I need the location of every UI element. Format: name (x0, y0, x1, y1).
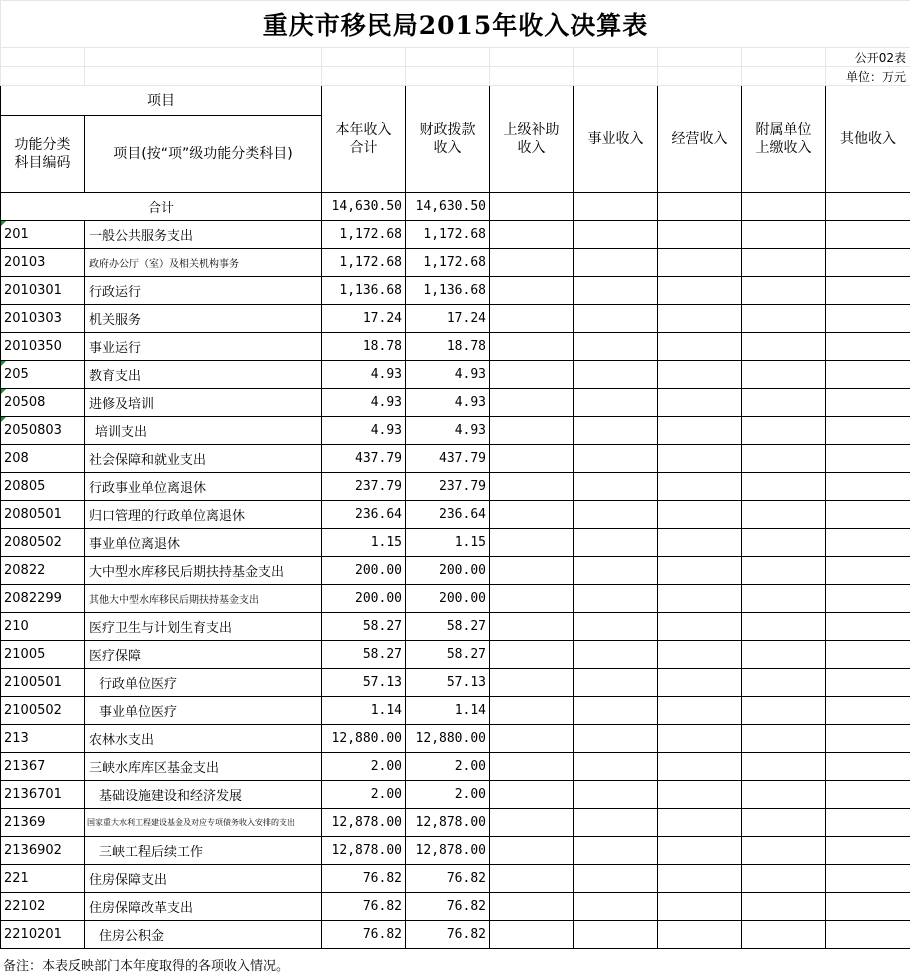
empty-cell (658, 921, 742, 949)
row-name: 国家重大水利工程建设基金及对应专项债务收入安排的支出 (85, 809, 322, 837)
row-fiscal: 58.27 (406, 613, 490, 641)
empty-cell (742, 893, 826, 921)
empty-cell (574, 501, 658, 529)
row-code: 213 (1, 725, 85, 753)
row-name: 住房保障支出 (85, 865, 322, 893)
empty-cell (826, 501, 910, 529)
empty-cell (826, 837, 910, 865)
row-code: 2136902 (1, 837, 85, 865)
header-subsidy: 上级补助 收入 (490, 86, 574, 193)
empty-cell (658, 669, 742, 697)
row-total: 1,172.68 (322, 249, 406, 277)
empty-cell (826, 221, 910, 249)
row-name: 住房保障改革支出 (85, 893, 322, 921)
empty-cell (658, 221, 742, 249)
row-total: 1,172.68 (322, 221, 406, 249)
row-fiscal: 237.79 (406, 473, 490, 501)
row-name: 行政运行 (85, 277, 322, 305)
empty-cell (658, 473, 742, 501)
empty-cell (826, 893, 910, 921)
header-business: 事业收入 (574, 86, 658, 193)
row-code: 2082299 (1, 585, 85, 613)
row-fiscal: 4.93 (406, 389, 490, 417)
empty-cell (574, 753, 658, 781)
row-code: 2080501 (1, 501, 85, 529)
empty-cell (574, 697, 658, 725)
empty-cell (658, 305, 742, 333)
empty-cell (826, 389, 910, 417)
empty-cell (490, 781, 574, 809)
row-code: 205 (1, 361, 85, 389)
empty-cell (826, 361, 910, 389)
empty-cell (826, 333, 910, 361)
row-fiscal: 1,172.68 (406, 249, 490, 277)
row-total: 76.82 (322, 893, 406, 921)
row-fiscal: 1,136.68 (406, 277, 490, 305)
empty-cell (658, 781, 742, 809)
empty-cell (826, 809, 910, 837)
empty-cell (826, 529, 910, 557)
empty-cell (826, 585, 910, 613)
table-row (1, 809, 910, 837)
row-name: 社会保障和就业支出 (85, 445, 322, 473)
table-row (1, 893, 910, 921)
table-row (1, 669, 910, 697)
table-row (1, 389, 910, 417)
empty-cell (490, 697, 574, 725)
header-project-group: 项目 (1, 86, 322, 116)
empty-cell (574, 585, 658, 613)
page-title: 重庆市移民局2015年收入决算表 (1, 1, 910, 48)
empty-cell (658, 501, 742, 529)
empty-cell (742, 809, 826, 837)
row-name: 基础设施建设和经济发展 (85, 781, 322, 809)
empty-cell (490, 305, 574, 333)
empty-cell (574, 361, 658, 389)
row-code: 210 (1, 613, 85, 641)
footnote: 备注：本表反映部门本年度取得的各项收入情况。 (3, 959, 290, 974)
empty-cell (826, 669, 910, 697)
row-code: 22102 (1, 893, 85, 921)
row-name: 教育支出 (85, 361, 322, 389)
table-row (1, 417, 910, 445)
empty-cell (490, 389, 574, 417)
row-name: 事业单位离退休 (85, 529, 322, 557)
empty-cell (490, 417, 574, 445)
empty-cell (490, 501, 574, 529)
row-total: 4.93 (322, 361, 406, 389)
empty-cell (826, 865, 910, 893)
row-fiscal: 12,880.00 (406, 725, 490, 753)
empty-cell (742, 557, 826, 585)
empty-cell (658, 641, 742, 669)
row-fiscal: 1.14 (406, 697, 490, 725)
empty-cell (574, 249, 658, 277)
empty-cell (826, 417, 910, 445)
unit-label: 单位：万元 (826, 67, 910, 86)
empty-cell (490, 669, 574, 697)
row-fiscal: 1.15 (406, 529, 490, 557)
empty-cell (742, 669, 826, 697)
empty-cell (574, 669, 658, 697)
row-name: 培训支出 (85, 417, 322, 445)
empty-cell (574, 865, 658, 893)
row-total: 4.93 (322, 389, 406, 417)
row-name: 事业运行 (85, 333, 322, 361)
empty-cell (490, 809, 574, 837)
empty-cell (490, 613, 574, 641)
row-code: 2136701 (1, 781, 85, 809)
empty-cell (658, 277, 742, 305)
row-fiscal: 4.93 (406, 361, 490, 389)
row-code: 2010303 (1, 305, 85, 333)
empty-cell (826, 753, 910, 781)
empty-cell (658, 361, 742, 389)
empty-cell (490, 473, 574, 501)
row-total: 58.27 (322, 641, 406, 669)
empty-cell (658, 893, 742, 921)
row-name: 行政单位医疗 (85, 669, 322, 697)
row-total: 12,878.00 (322, 837, 406, 865)
row-name: 三峡工程后续工作 (85, 837, 322, 865)
empty-cell (742, 277, 826, 305)
table-row (1, 725, 910, 753)
table-row (1, 501, 910, 529)
row-name: 政府办公厅（室）及相关机构事务 (85, 249, 322, 277)
empty-cell (742, 865, 826, 893)
empty-cell (574, 473, 658, 501)
row-fiscal: 12,878.00 (406, 809, 490, 837)
empty-cell (826, 557, 910, 585)
empty-cell (742, 613, 826, 641)
total-fiscal: 14,630.50 (406, 193, 490, 221)
row-fiscal: 200.00 (406, 557, 490, 585)
empty-cell (574, 557, 658, 585)
row-total: 1.15 (322, 529, 406, 557)
row-code: 20103 (1, 249, 85, 277)
row-code: 21369 (1, 809, 85, 837)
row-total: 200.00 (322, 557, 406, 585)
empty-cell (742, 361, 826, 389)
empty-cell (490, 277, 574, 305)
header-affiliate: 附属单位 上缴收入 (742, 86, 826, 193)
row-code: 2100501 (1, 669, 85, 697)
empty-cell (742, 333, 826, 361)
row-fiscal: 236.64 (406, 501, 490, 529)
row-total: 437.79 (322, 445, 406, 473)
empty-cell (742, 501, 826, 529)
empty-cell (658, 585, 742, 613)
row-total: 1.14 (322, 697, 406, 725)
table-row (1, 473, 910, 501)
empty-cell (490, 445, 574, 473)
empty-cell (658, 529, 742, 557)
row-code: 20805 (1, 473, 85, 501)
empty-cell (574, 333, 658, 361)
row-code: 20822 (1, 557, 85, 585)
empty-cell (490, 333, 574, 361)
row-total: 2.00 (322, 753, 406, 781)
row-code: 2080502 (1, 529, 85, 557)
row-name: 农林水支出 (85, 725, 322, 753)
row-fiscal: 58.27 (406, 641, 490, 669)
empty-cell (826, 641, 910, 669)
empty-cell (826, 277, 910, 305)
header-total: 本年收入 合计 (322, 86, 406, 193)
row-code: 201 (1, 221, 85, 249)
empty-cell (574, 417, 658, 445)
empty-cell (826, 249, 910, 277)
empty-cell (826, 697, 910, 725)
empty-cell (658, 753, 742, 781)
empty-cell (574, 837, 658, 865)
table-row (1, 221, 910, 249)
empty-cell (490, 753, 574, 781)
row-total: 57.13 (322, 669, 406, 697)
row-name: 进修及培训 (85, 389, 322, 417)
header-other: 其他收入 (826, 86, 910, 193)
row-fiscal: 76.82 (406, 893, 490, 921)
row-fiscal: 76.82 (406, 921, 490, 949)
table-row (1, 697, 910, 725)
row-total: 236.64 (322, 501, 406, 529)
header-code: 功能分类 科目编码 (1, 116, 85, 193)
empty-cell (742, 445, 826, 473)
empty-cell (574, 781, 658, 809)
empty-cell (658, 837, 742, 865)
empty-cell (826, 921, 910, 949)
row-code: 21005 (1, 641, 85, 669)
total-label: 合计 (1, 193, 322, 221)
empty-cell (826, 445, 910, 473)
empty-cell (574, 893, 658, 921)
table-row (1, 557, 910, 585)
empty-cell (742, 753, 826, 781)
row-name: 医疗保障 (85, 641, 322, 669)
row-fiscal: 57.13 (406, 669, 490, 697)
header-name: 项目(按“项”级功能分类科目) (85, 116, 322, 193)
row-total: 12,880.00 (322, 725, 406, 753)
empty-cell (742, 837, 826, 865)
row-total: 1,136.68 (322, 277, 406, 305)
empty-cell (490, 893, 574, 921)
row-name: 一般公共服务支出 (85, 221, 322, 249)
empty-cell (826, 305, 910, 333)
table-row (1, 529, 910, 557)
table-row (1, 333, 910, 361)
table-row (1, 249, 910, 277)
row-total: 4.93 (322, 417, 406, 445)
empty-cell (742, 641, 826, 669)
empty-cell (658, 417, 742, 445)
row-name: 行政事业单位离退休 (85, 473, 322, 501)
row-name: 医疗卫生与计划生育支出 (85, 613, 322, 641)
header-fiscal: 财政拨款 收入 (406, 86, 490, 193)
empty-cell (490, 249, 574, 277)
empty-cell (574, 809, 658, 837)
row-total: 17.24 (322, 305, 406, 333)
row-name: 住房公积金 (85, 921, 322, 949)
empty-cell (658, 613, 742, 641)
table-row (1, 277, 910, 305)
empty-cell (742, 417, 826, 445)
empty-cell (658, 725, 742, 753)
empty-cell (742, 473, 826, 501)
table-row (1, 445, 910, 473)
row-fiscal: 2.00 (406, 753, 490, 781)
empty-cell (490, 529, 574, 557)
table-row (1, 837, 910, 865)
row-fiscal: 17.24 (406, 305, 490, 333)
row-fiscal: 437.79 (406, 445, 490, 473)
table-row (1, 361, 910, 389)
row-code: 208 (1, 445, 85, 473)
empty-cell (742, 389, 826, 417)
empty-cell (490, 837, 574, 865)
row-total: 76.82 (322, 865, 406, 893)
table-row (1, 305, 910, 333)
empty-cell (826, 613, 910, 641)
row-fiscal: 4.93 (406, 417, 490, 445)
table-row (1, 781, 910, 809)
row-name: 其他大中型水库移民后期扶持基金支出 (85, 585, 322, 613)
empty-cell (658, 389, 742, 417)
empty-cell (826, 725, 910, 753)
empty-cell (574, 529, 658, 557)
empty-cell (490, 865, 574, 893)
empty-cell (826, 781, 910, 809)
empty-cell (490, 361, 574, 389)
total-amount: 14,630.50 (322, 193, 406, 221)
row-total: 12,878.00 (322, 809, 406, 837)
row-fiscal: 200.00 (406, 585, 490, 613)
empty-cell (490, 585, 574, 613)
row-name: 机关服务 (85, 305, 322, 333)
empty-cell (574, 613, 658, 641)
empty-cell (574, 221, 658, 249)
empty-cell (742, 697, 826, 725)
row-total: 237.79 (322, 473, 406, 501)
table-number: 公开02表 (826, 48, 910, 67)
empty-cell (658, 865, 742, 893)
empty-cell (742, 585, 826, 613)
row-total: 18.78 (322, 333, 406, 361)
empty-cell (574, 445, 658, 473)
total-row (1, 193, 910, 221)
empty-cell (658, 333, 742, 361)
row-code: 20508 (1, 389, 85, 417)
empty-cell (742, 221, 826, 249)
empty-cell (658, 445, 742, 473)
empty-cell (826, 473, 910, 501)
empty-cell (574, 305, 658, 333)
row-total: 58.27 (322, 613, 406, 641)
row-fiscal: 12,878.00 (406, 837, 490, 865)
row-code: 2210201 (1, 921, 85, 949)
empty-cell (574, 725, 658, 753)
row-name: 三峡水库库区基金支出 (85, 753, 322, 781)
empty-cell (574, 389, 658, 417)
empty-cell (574, 277, 658, 305)
empty-cell (742, 725, 826, 753)
empty-cell (490, 557, 574, 585)
empty-cell (574, 921, 658, 949)
row-fiscal: 2.00 (406, 781, 490, 809)
empty-cell (490, 641, 574, 669)
empty-cell (742, 529, 826, 557)
table-row (1, 921, 910, 949)
row-code: 2050803 (1, 417, 85, 445)
empty-cell (742, 249, 826, 277)
row-name: 归口管理的行政单位离退休 (85, 501, 322, 529)
header-operating: 经营收入 (658, 86, 742, 193)
row-name: 大中型水库移民后期扶持基金支出 (85, 557, 322, 585)
empty-cell (490, 221, 574, 249)
row-code: 2100502 (1, 697, 85, 725)
empty-cell (742, 921, 826, 949)
row-total: 76.82 (322, 921, 406, 949)
table-row (1, 585, 910, 613)
empty-cell (574, 641, 658, 669)
row-code: 2010301 (1, 277, 85, 305)
row-name: 事业单位医疗 (85, 697, 322, 725)
row-fiscal: 76.82 (406, 865, 490, 893)
empty-cell (742, 305, 826, 333)
row-total: 2.00 (322, 781, 406, 809)
empty-cell (490, 725, 574, 753)
table-row (1, 641, 910, 669)
empty-cell (658, 249, 742, 277)
table-row (1, 865, 910, 893)
empty-cell (658, 809, 742, 837)
row-code: 2010350 (1, 333, 85, 361)
row-total: 200.00 (322, 585, 406, 613)
empty-cell (742, 781, 826, 809)
empty-cell (658, 557, 742, 585)
row-fiscal: 18.78 (406, 333, 490, 361)
row-code: 21367 (1, 753, 85, 781)
row-code: 221 (1, 865, 85, 893)
row-fiscal: 1,172.68 (406, 221, 490, 249)
empty-cell (658, 697, 742, 725)
empty-cell (490, 921, 574, 949)
table-row (1, 613, 910, 641)
table-row (1, 753, 910, 781)
